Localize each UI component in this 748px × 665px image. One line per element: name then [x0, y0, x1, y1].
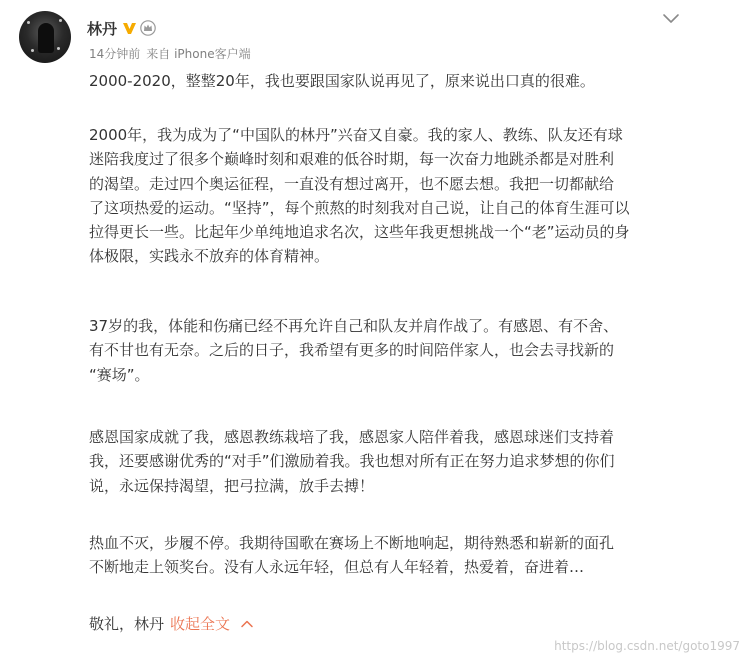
- signature-row: [89, 613, 254, 634]
- verified-v-icon[interactable]: [122, 21, 137, 36]
- post-paragraph: 热血不灭，步履不停。我期待国歌在赛场上不断地响起，期待熟悉和崭新的面孔 不断地走上领奖台。没有人永远年轻，但总有人年轻着，热爱着，奋进着…: [89, 534, 615, 577]
- chevron-up-icon[interactable]: [240, 618, 254, 630]
- chevron-down-icon[interactable]: [661, 10, 681, 28]
- avatar-light: [57, 47, 60, 50]
- avatar-light: [27, 21, 30, 24]
- author-name[interactable]: 林丹: [87, 19, 118, 38]
- post-meta: [89, 45, 251, 62]
- signature: 敬礼，林丹: [89, 615, 165, 633]
- avatar-light: [59, 19, 62, 22]
- post-source: 来自 iPhone客户端: [146, 47, 251, 61]
- author-row: [87, 18, 156, 38]
- post-paragraph: 2000年，我为成为了“中国队的林丹”兴奋又自豪。我的家人、教练、队友还有球 迷陪我度过了很多个巅峰时刻和艰难的低谷时期，每一次奋力地跳杀都是对胜利 的渴望。走过四个奥运征程，一直没有想过离开，也不愿去想。我把一切都献给 了这项热爱的运动。“坚持”，每个煎熬的时刻我对自己说，让自己的体育生涯可以 拉得更长一些。比起年少单纯地追求名次，这些年我更想挑战一个“老”运动员的身 体极限，实践永不放弃的体育精神。: [89, 126, 630, 266]
- post-time[interactable]: 14分钟前: [89, 47, 141, 61]
- post-paragraph: 感恩国家成就了我，感恩教练栽培了我，感恩家人陪伴着我，感恩球迷们支持着 我，还要感谢优秀的“对手”们激励着我。我也想对所有正在努力追求梦想的你们 说，永远保持渴望，把弓拉满，放手去搏！: [89, 428, 615, 495]
- avatar-light: [31, 49, 34, 52]
- avatar[interactable]: [19, 11, 71, 63]
- post-paragraph: 37岁的我，体能和伤痛已经不再允许自己和队友并肩作战了。有感恩、有不舍、 有不甘也有无奈。之后的日子，我希望有更多的时间陪伴家人，也会去寻找新的 “赛场”。: [89, 317, 619, 384]
- avatar-figure: [38, 23, 54, 53]
- collapse-link[interactable]: 收起全文: [170, 615, 231, 633]
- crown-icon[interactable]: [140, 20, 156, 36]
- post-paragraph: 2000-2020，整整20年，我也要跟国家队说再见了，原来说出口真的很难。: [89, 72, 595, 90]
- watermark: https://blog.csdn.net/goto1997: [554, 639, 740, 653]
